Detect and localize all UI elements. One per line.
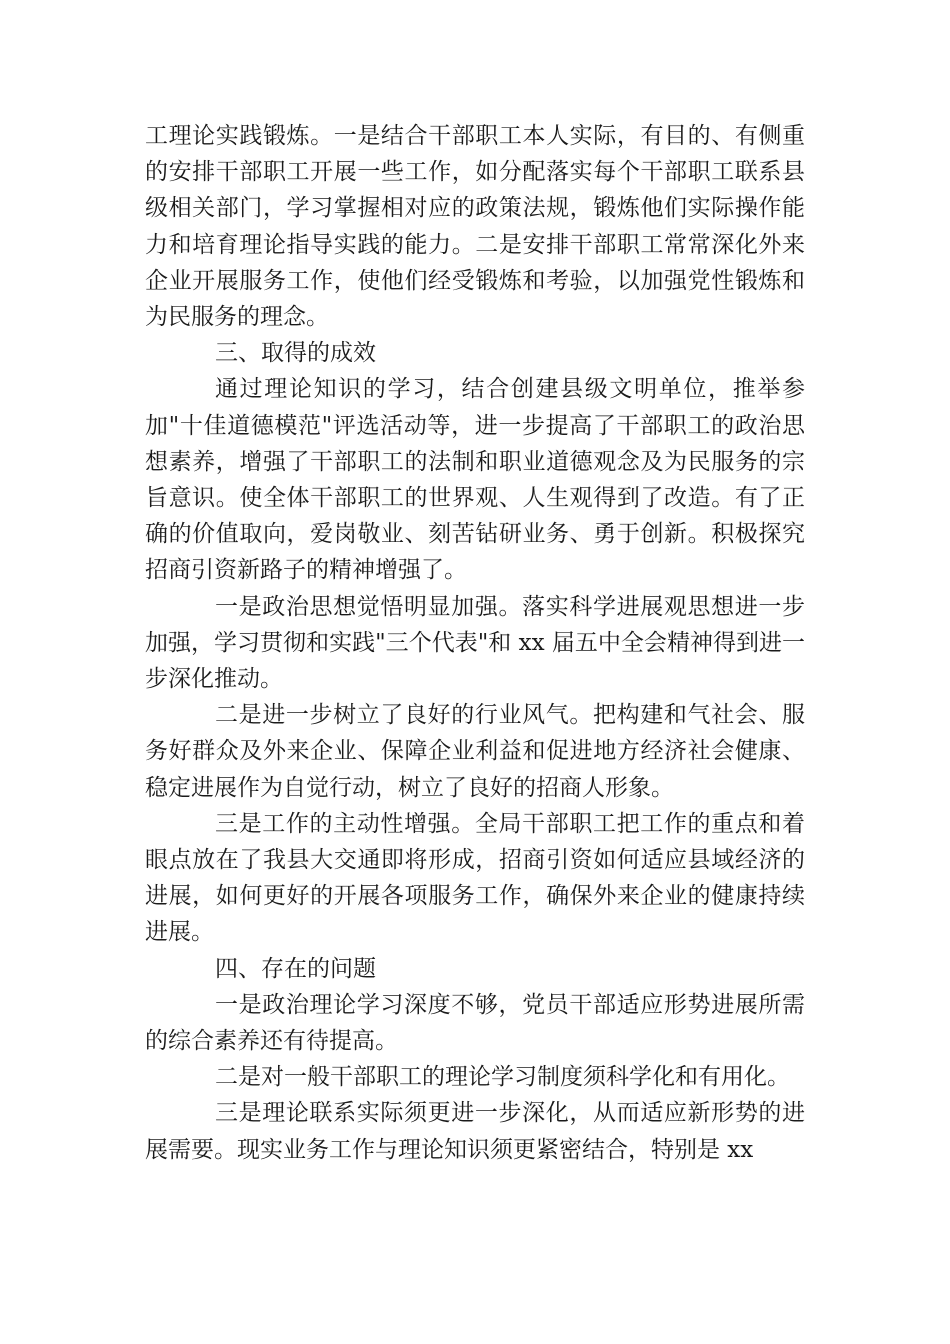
body-paragraph: 通过理论知识的学习，结合创建县级文明单位，推举参加"十佳道德模范"评选活动等，进一步提高了干部职工的政治思想素养，增强了干部职工的法制和职业道德观念及为民服务的宗旨意识。使全体干部职工的世界观、人生观得到了改造。有了正确的价值取向，爱岗敬业、刻苦钻研业务、勇于创新。积极探究招商引资新路子的精神增强了。 [145, 376, 805, 584]
section-heading: 四、存在的问题 [215, 955, 376, 982]
body-paragraph: 三是理论联系实际须更进一步深化，从而适应新形势的进展需要。现实业务工作与理论知识须更紧密结合，特别是 xx [145, 1100, 805, 1163]
body-paragraph: 二是对一般干部职工的理论学习制度须科学化和有用化。 [215, 1064, 790, 1091]
document-body [145, 118, 805, 1168]
body-paragraph: 一是政治思想觉悟明显加强。落实科学进展观思想进一步加强，学习贯彻和实践"三个代表"和 xx 届五中全会精神得到进一步深化推动。 [145, 593, 805, 693]
section-heading: 三、取得的成效 [215, 340, 376, 367]
body-paragraph: 工理论实践锻炼。一是结合干部职工本人实际，有目的、有侧重的安排干部职工开展一些工作，如分配落实每个干部职工联系县级相关部门，学习掌握相对应的政策法规，锻炼他们实际操作能力和培育理论指导实践的能力。二是安排干部职工常常深化外来企业开展服务工作，使他们经受锻炼和考验，以加强党性锻炼和为民服务的理念。 [145, 123, 805, 331]
body-paragraph: 二是进一步树立了良好的行业风气。把构建和气社会、服务好群众及外来企业、保障企业利益和促进地方经济社会健康、稳定进展作为自觉行动，树立了良好的招商人形象。 [145, 702, 805, 801]
body-paragraph: 一是政治理论学习深度不够，党员干部适应形势进展所需的综合素养还有待提高。 [145, 991, 805, 1055]
body-paragraph: 三是工作的主动性增强。全局干部职工把工作的重点和着眼点放在了我县大交通即将形成，招商引资如何适应县域经济的进展，如何更好的开展各项服务工作，确保外来企业的健康持续进展。 [145, 810, 805, 946]
